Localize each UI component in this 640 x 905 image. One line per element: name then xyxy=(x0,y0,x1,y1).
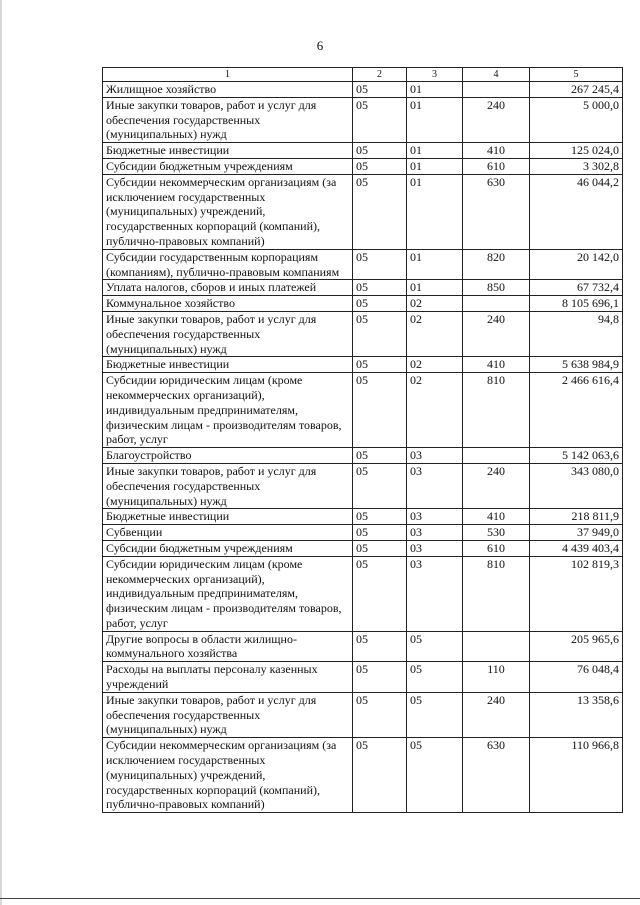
row-section: 05 xyxy=(353,357,407,373)
row-name: Жилищное хозяйство xyxy=(103,82,353,98)
row-amount: 205 965,6 xyxy=(530,631,623,662)
scan-edge-bottom xyxy=(0,898,640,899)
row-subsection: 03 xyxy=(407,463,463,508)
row-section: 05 xyxy=(353,692,407,737)
row-amount: 343 080,0 xyxy=(530,463,623,508)
row-subsection: 01 xyxy=(407,97,463,142)
row-amount: 94,8 xyxy=(530,311,623,356)
header-row xyxy=(103,68,623,82)
table-row xyxy=(103,448,623,464)
row-expense-type: 240 xyxy=(463,463,530,508)
row-amount: 2 466 616,4 xyxy=(530,373,623,448)
budget-table xyxy=(102,67,623,813)
table-row xyxy=(103,357,623,373)
row-section: 05 xyxy=(353,373,407,448)
table-row xyxy=(103,463,623,508)
row-section: 05 xyxy=(353,158,407,174)
row-expense-type: 850 xyxy=(463,280,530,296)
row-expense-type xyxy=(463,82,530,98)
row-section: 05 xyxy=(353,556,407,631)
table-row xyxy=(103,174,623,249)
row-expense-type xyxy=(463,448,530,464)
table-row xyxy=(103,249,623,280)
row-expense-type: 240 xyxy=(463,311,530,356)
row-section: 05 xyxy=(353,280,407,296)
table-row xyxy=(103,556,623,631)
row-expense-type: 410 xyxy=(463,509,530,525)
table-row xyxy=(103,158,623,174)
row-amount: 5 638 984,9 xyxy=(530,357,623,373)
row-amount: 13 358,6 xyxy=(530,692,623,737)
table-row xyxy=(103,525,623,541)
table-row xyxy=(103,662,623,693)
row-subsection: 02 xyxy=(407,296,463,312)
table-row xyxy=(103,143,623,159)
row-expense-type: 240 xyxy=(463,97,530,142)
row-subsection: 02 xyxy=(407,373,463,448)
row-section: 05 xyxy=(353,738,407,813)
row-section: 05 xyxy=(353,174,407,249)
row-amount: 67 732,4 xyxy=(530,280,623,296)
row-expense-type: 630 xyxy=(463,174,530,249)
row-expense-type: 240 xyxy=(463,692,530,737)
row-amount: 76 048,4 xyxy=(530,662,623,693)
row-section: 05 xyxy=(353,296,407,312)
row-section: 05 xyxy=(353,509,407,525)
row-section: 05 xyxy=(353,249,407,280)
row-section: 05 xyxy=(353,631,407,662)
table-row xyxy=(103,540,623,556)
row-subsection: 03 xyxy=(407,540,463,556)
table-row xyxy=(103,82,623,98)
scan-edge xyxy=(0,0,2,905)
table-row xyxy=(103,738,623,813)
row-subsection: 01 xyxy=(407,143,463,159)
row-name: Иные закупки товаров, работ и услуг для обеспечения государственных (муниципальных) нужд xyxy=(103,311,353,356)
table-row xyxy=(103,97,623,142)
row-name: Коммунальное хозяйство xyxy=(103,296,353,312)
row-amount: 125 024,0 xyxy=(530,143,623,159)
row-subsection: 01 xyxy=(407,82,463,98)
header-cell-expense-type: 4 xyxy=(463,68,530,82)
table-row xyxy=(103,631,623,662)
row-amount: 37 949,0 xyxy=(530,525,623,541)
row-subsection: 01 xyxy=(407,280,463,296)
row-subsection: 05 xyxy=(407,692,463,737)
row-name: Расходы на выплаты персоналу казенных учреждений xyxy=(103,662,353,693)
row-amount: 110 966,8 xyxy=(530,738,623,813)
table-row xyxy=(103,692,623,737)
row-expense-type: 810 xyxy=(463,556,530,631)
row-name: Субсидии бюджетным учреждениям xyxy=(103,540,353,556)
row-section: 05 xyxy=(353,525,407,541)
header-cell-subsection: 3 xyxy=(407,68,463,82)
header-cell-name: 1 xyxy=(103,68,353,82)
row-section: 05 xyxy=(353,448,407,464)
row-subsection: 02 xyxy=(407,311,463,356)
row-name: Бюджетные инвестиции xyxy=(103,143,353,159)
row-subsection: 03 xyxy=(407,448,463,464)
row-amount: 102 819,3 xyxy=(530,556,623,631)
row-subsection: 05 xyxy=(407,738,463,813)
header-cell-section: 2 xyxy=(353,68,407,82)
row-section: 05 xyxy=(353,82,407,98)
row-name: Субсидии государственным корпорациям (компаниям), публично-правовым компаниям xyxy=(103,249,353,280)
row-subsection: 01 xyxy=(407,158,463,174)
row-expense-type xyxy=(463,631,530,662)
row-expense-type: 110 xyxy=(463,662,530,693)
row-expense-type: 810 xyxy=(463,373,530,448)
row-expense-type: 410 xyxy=(463,357,530,373)
row-section: 05 xyxy=(353,97,407,142)
page-number: 6 xyxy=(316,38,324,53)
row-expense-type: 530 xyxy=(463,525,530,541)
table-row xyxy=(103,280,623,296)
row-expense-type: 410 xyxy=(463,143,530,159)
row-section: 05 xyxy=(353,662,407,693)
row-name: Субсидии некоммерческим организациям (за исключением государственных (муниципальных) учреждений, государственных корпораций (компаний), публично-правовых компаний) xyxy=(103,174,353,249)
row-subsection: 01 xyxy=(407,249,463,280)
row-section: 05 xyxy=(353,540,407,556)
row-amount: 46 044,2 xyxy=(530,174,623,249)
row-subsection: 02 xyxy=(407,357,463,373)
row-name: Уплата налогов, сборов и иных платежей xyxy=(103,280,353,296)
row-name: Субсидии юридическим лицам (кроме некоммерческих организаций), индивидуальным предпринимателям, физическим лицам - производителям товаров, работ, услуг xyxy=(103,373,353,448)
table-row xyxy=(103,373,623,448)
row-name: Субвенции xyxy=(103,525,353,541)
row-section: 05 xyxy=(353,311,407,356)
table-row xyxy=(103,311,623,356)
row-amount: 267 245,4 xyxy=(530,82,623,98)
row-subsection: 05 xyxy=(407,631,463,662)
row-name: Иные закупки товаров, работ и услуг для обеспечения государственных (муниципальных) нужд xyxy=(103,692,353,737)
row-expense-type: 630 xyxy=(463,738,530,813)
row-subsection: 03 xyxy=(407,509,463,525)
header-cell-amount: 5 xyxy=(530,68,623,82)
row-expense-type: 820 xyxy=(463,249,530,280)
row-name: Бюджетные инвестиции xyxy=(103,357,353,373)
row-amount: 5 000,0 xyxy=(530,97,623,142)
row-name: Субсидии некоммерческим организациям (за исключением государственных (муниципальных) учреждений, государственных корпораций (компаний), публично-правовых компаний) xyxy=(103,738,353,813)
row-expense-type: 610 xyxy=(463,540,530,556)
row-section: 05 xyxy=(353,463,407,508)
row-amount: 4 439 403,4 xyxy=(530,540,623,556)
table-row xyxy=(103,296,623,312)
row-expense-type xyxy=(463,296,530,312)
row-subsection: 03 xyxy=(407,525,463,541)
row-name: Иные закупки товаров, работ и услуг для обеспечения государственных (муниципальных) нужд xyxy=(103,97,353,142)
row-section: 05 xyxy=(353,143,407,159)
row-amount: 218 811,9 xyxy=(530,509,623,525)
row-subsection: 05 xyxy=(407,662,463,693)
row-name: Другие вопросы в области жилищно-коммунального хозяйства xyxy=(103,631,353,662)
row-name: Субсидии юридическим лицам (кроме некоммерческих организаций), индивидуальным предпринимателям, физическим лицам - производителям товаров, работ, услуг xyxy=(103,556,353,631)
row-amount: 8 105 696,1 xyxy=(530,296,623,312)
row-subsection: 03 xyxy=(407,556,463,631)
row-name: Субсидии бюджетным учреждениям xyxy=(103,158,353,174)
table-row xyxy=(103,509,623,525)
row-name: Благоустройство xyxy=(103,448,353,464)
row-amount: 3 302,8 xyxy=(530,158,623,174)
row-subsection: 01 xyxy=(407,174,463,249)
row-name: Бюджетные инвестиции xyxy=(103,509,353,525)
row-amount: 5 142 063,6 xyxy=(530,448,623,464)
row-amount: 20 142,0 xyxy=(530,249,623,280)
row-expense-type: 610 xyxy=(463,158,530,174)
row-name: Иные закупки товаров, работ и услуг для обеспечения государственных (муниципальных) нужд xyxy=(103,463,353,508)
